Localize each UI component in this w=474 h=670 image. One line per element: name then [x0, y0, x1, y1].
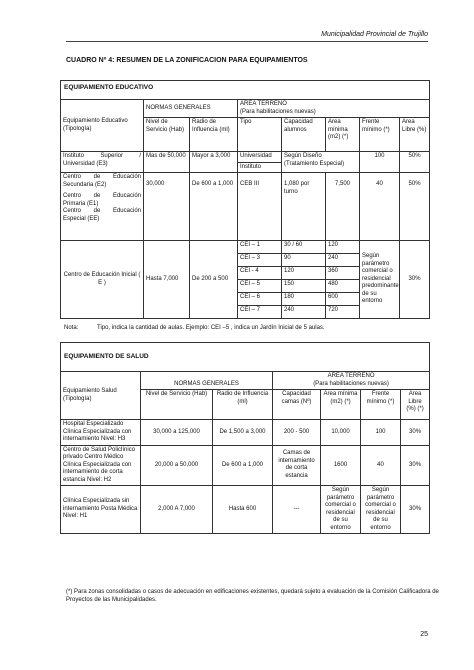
- col-area-min: Area mínima (m2) (*): [326, 118, 360, 152]
- table-row: [61, 152, 430, 163]
- row-nivel: Mas de 50,000: [144, 152, 190, 173]
- area-header: [273, 372, 430, 390]
- col-capacidad: Capacidad alumnos: [282, 118, 326, 152]
- cei-capacidad: 150: [282, 280, 326, 293]
- cei-tipo: CEI – 7: [238, 306, 282, 319]
- cei-capacidad: 30 / 60: [282, 241, 326, 254]
- col-nivel: Nivel de Servicio (Hab): [144, 118, 190, 152]
- cei-area: 480: [326, 280, 360, 293]
- table-row: [61, 241, 430, 254]
- cei-tipo: CEI – 3: [238, 254, 282, 267]
- col-libre: Area Libre (%) (*): [401, 390, 430, 420]
- row-frente: 100: [361, 420, 401, 446]
- col-libre: Area Libre (%): [400, 118, 430, 152]
- col-capacidad: Capacidad camas (Nº): [273, 390, 321, 420]
- row-capacidad: 1,080 por turno: [282, 173, 326, 241]
- cei-capacidad: 120: [282, 267, 326, 280]
- row-tipo: CEB III: [238, 173, 282, 241]
- education-table: [60, 80, 430, 319]
- col-area-min: Area mínima (m2) (*): [321, 390, 361, 420]
- row-area-min: 1600: [321, 445, 361, 486]
- row-radio: Mayor a 3,000: [190, 152, 238, 173]
- table-title: CUADRO Nº 4: RESUMEN DE LA ZONIFICACION PARA EQUIPAMIENTOS: [66, 57, 308, 64]
- page-header: Municipalidad Provincial de Trujillo: [321, 31, 428, 38]
- row-nivel: 30,000 a 125,000: [141, 420, 213, 446]
- row-radio: De 200 a 500: [190, 241, 238, 319]
- row-capacidad: 200 - 500: [273, 420, 321, 446]
- health-table: [60, 342, 430, 534]
- col-tipo: Tipo: [238, 118, 282, 152]
- row-frente: 100: [360, 152, 400, 173]
- col-nivel: Nivel de Servicio (Hab): [141, 390, 213, 420]
- row-libre: 30%: [401, 445, 430, 486]
- row-nivel: 30,000: [144, 173, 190, 241]
- page-number: 25: [420, 631, 428, 638]
- row-libre: 50%: [400, 152, 430, 173]
- row-nivel: Hasta 7,000: [144, 241, 190, 319]
- cei-area: 240: [326, 254, 360, 267]
- area-title: AREA TERRENO: [327, 373, 375, 379]
- row-capacidad: Camas de internamiento de corta estancia: [273, 445, 321, 486]
- cei-area: 120: [326, 241, 360, 254]
- area-header: [238, 100, 430, 118]
- row-name: Instituto Superior / Universidad (E3): [61, 152, 144, 173]
- row-radio: De 600 a 1,000: [190, 173, 238, 241]
- row-name: Centro de Salud Policlínico privado Centro Médico Clínica Especializada con internamiento de corta estancia Nivel: H2: [61, 445, 141, 486]
- cei-tipo: CEI - 4: [238, 267, 282, 280]
- area-subtitle: (Para habilitaciones nuevas): [240, 108, 316, 115]
- col-frente: Frente mínimo (*): [361, 390, 401, 420]
- row-name: Hospital Especializado Clínica Especializada con internamiento Nivel: H3: [61, 420, 141, 446]
- header-rule: [66, 41, 428, 42]
- row-radio: De 1,500 a 3,000: [213, 420, 273, 446]
- row-libre: 50%: [400, 173, 430, 241]
- row-name: Clínica Especializada sin internamiento Posta Médica Nivel: H1: [61, 486, 141, 534]
- row-libre: 30%: [400, 241, 430, 319]
- row-name-secundaria: Centro de Educación Secundaria (E2): [63, 174, 141, 188]
- cei-area: 720: [326, 306, 360, 319]
- row-name: Centro de Educación Inicial ( E ): [61, 241, 144, 319]
- row-area-min: 10,000: [321, 420, 361, 446]
- row-capacidad: Según Diseño (Tratamiento Especial): [282, 152, 360, 173]
- footnote: (*) Para zonas consolidadas o casos de adecuación en edificaciones existentes, quedará sujeto a evaluación de la Comisión Calificadora de Proyectos de las Municipalidades.: [66, 589, 439, 604]
- area-title: AREA TERRENO: [240, 101, 287, 107]
- cei-capacidad: 180: [282, 293, 326, 306]
- normas-header: NORMAS GENERALES: [141, 372, 273, 390]
- row-frente: Según parámetro comercial o residencial predominante de su entorno: [360, 241, 400, 319]
- col-radio: Radio de Influencia (ml): [190, 118, 238, 152]
- cei-tipo: CEI – 5: [238, 280, 282, 293]
- cei-tipo: CEI – 1: [238, 241, 282, 254]
- table-row: [61, 486, 430, 534]
- cei-area: 600: [326, 293, 360, 306]
- note-text: Tipo, indica la cantidad de aulas. Ejemplo: CEI –5 , indica un Jardín Inicial de 5 aulas.: [97, 325, 325, 331]
- row-area-min: Según parámetro comercial o residencial de su entorno: [321, 486, 361, 534]
- cei-tipo: CEI – 6: [238, 293, 282, 306]
- table-row: [61, 420, 430, 446]
- row-tipo: Universidad: [238, 152, 282, 163]
- cei-area: 360: [326, 267, 360, 280]
- row-nivel: 20,000 a 50,000: [141, 445, 213, 486]
- row-name-especial: Centro de Educación Especial (EE): [63, 208, 141, 222]
- row-name-primaria: Centro de Educación Primaria (E1): [63, 193, 141, 207]
- row-frente: Según parámetro comercial o residencial de su entorno: [361, 486, 401, 534]
- row-radio: De 600 a 1,000: [213, 445, 273, 486]
- normas-header: NORMAS GENERALES: [144, 100, 238, 118]
- type-header: Equipamiento Educativo (Tipología): [61, 100, 144, 152]
- row-libre: 30%: [401, 420, 430, 446]
- col-frente: Frente mínimo (*): [360, 118, 400, 152]
- section-title: EQUIPAMIENTO EDUCATIVO: [61, 81, 430, 100]
- row-name: [61, 173, 144, 241]
- row-libre: 30%: [401, 486, 430, 534]
- row-frente: 40: [360, 173, 400, 241]
- row-area-min: 7,500: [326, 173, 360, 241]
- table-row: [61, 445, 430, 486]
- cei-capacidad: 90: [282, 254, 326, 267]
- row-nivel: 2,000 A 7,000: [141, 486, 213, 534]
- type-header: Equipamiento Salud (Tipología): [61, 372, 141, 420]
- row-frente: 40: [361, 445, 401, 486]
- cei-capacidad: 240: [282, 306, 326, 319]
- col-radio: Radio de Influencia (ml): [213, 390, 273, 420]
- area-subtitle: (Para habilitaciones nuevas): [313, 380, 389, 387]
- row-tipo: Instituto: [238, 162, 282, 173]
- row-radio: Hasta 600: [213, 486, 273, 534]
- row-capacidad: ---: [273, 486, 321, 534]
- table-row: [61, 173, 430, 241]
- section-title: EQUIPAMIENTO DE SALUD: [61, 343, 430, 372]
- note-label: Nota:: [64, 325, 79, 331]
